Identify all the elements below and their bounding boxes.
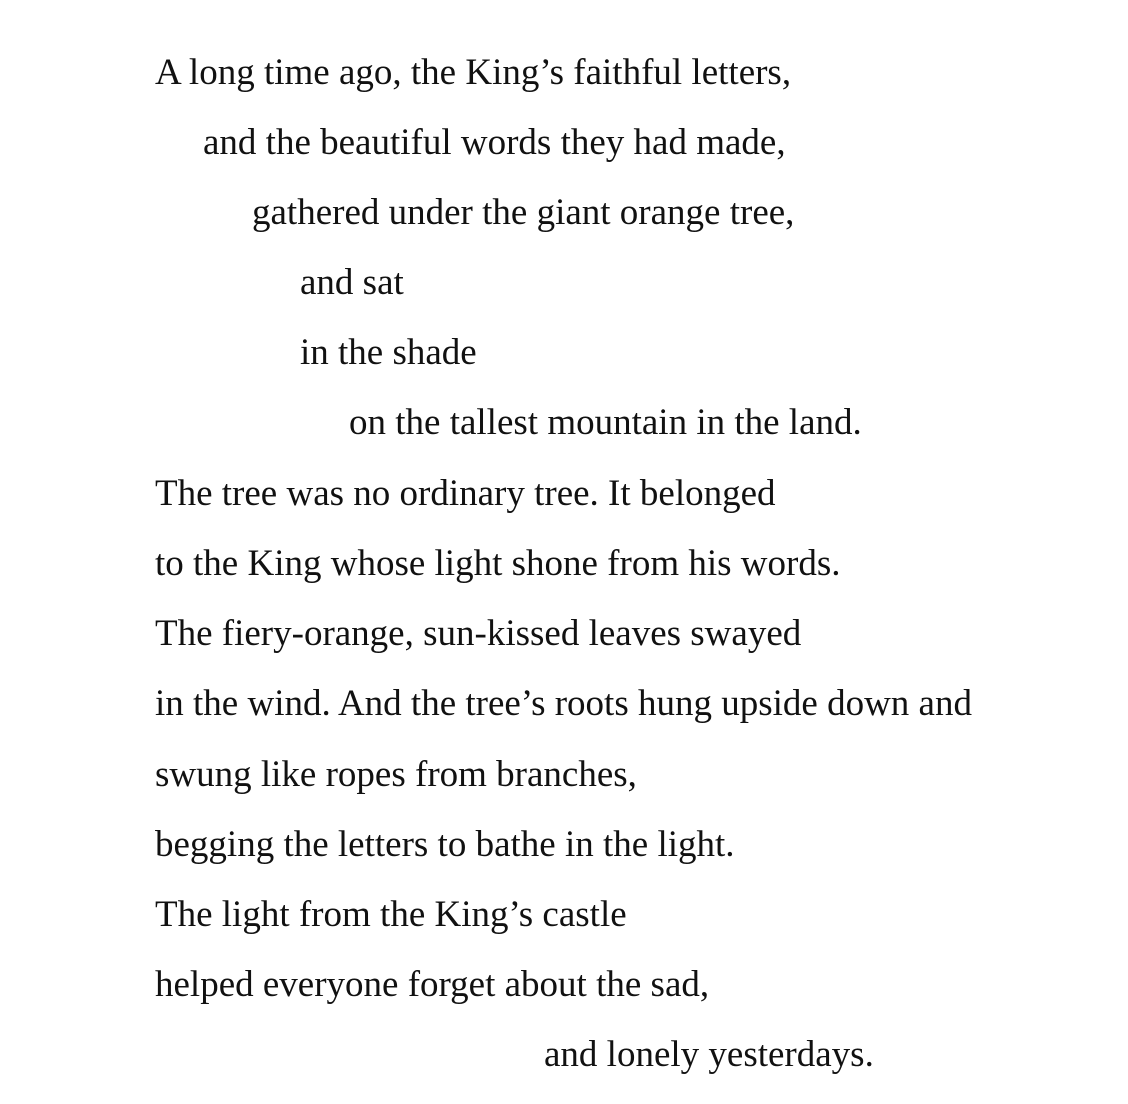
poem-line: swung like ropes from branches,	[155, 754, 637, 795]
poem-line: and lonely yesterdays.	[544, 1034, 874, 1075]
poem-line: helped everyone forget about the sad,	[155, 964, 710, 1005]
poem-line: gathered under the giant orange tree,	[252, 192, 795, 233]
poem-line: and the beautiful words they had made,	[203, 122, 786, 163]
poem-line: The light from the King’s castle	[155, 894, 627, 935]
poem-line: A long time ago, the King’s faithful letters,	[155, 52, 792, 93]
poem-line: in the wind. And the tree’s roots hung upside down and	[155, 683, 972, 724]
poem-line: The fiery-orange, sun-kissed leaves swayed	[155, 613, 802, 654]
poem-line: The tree was no ordinary tree. It belonged	[155, 473, 776, 514]
poem-line: on the tallest mountain in the land.	[349, 402, 862, 443]
poem-line: in the shade	[300, 332, 477, 373]
poem-line: to the King whose light shone from his words.	[155, 543, 841, 584]
poem-line: and sat	[300, 262, 404, 303]
poem-line: begging the letters to bathe in the light.	[155, 824, 735, 865]
